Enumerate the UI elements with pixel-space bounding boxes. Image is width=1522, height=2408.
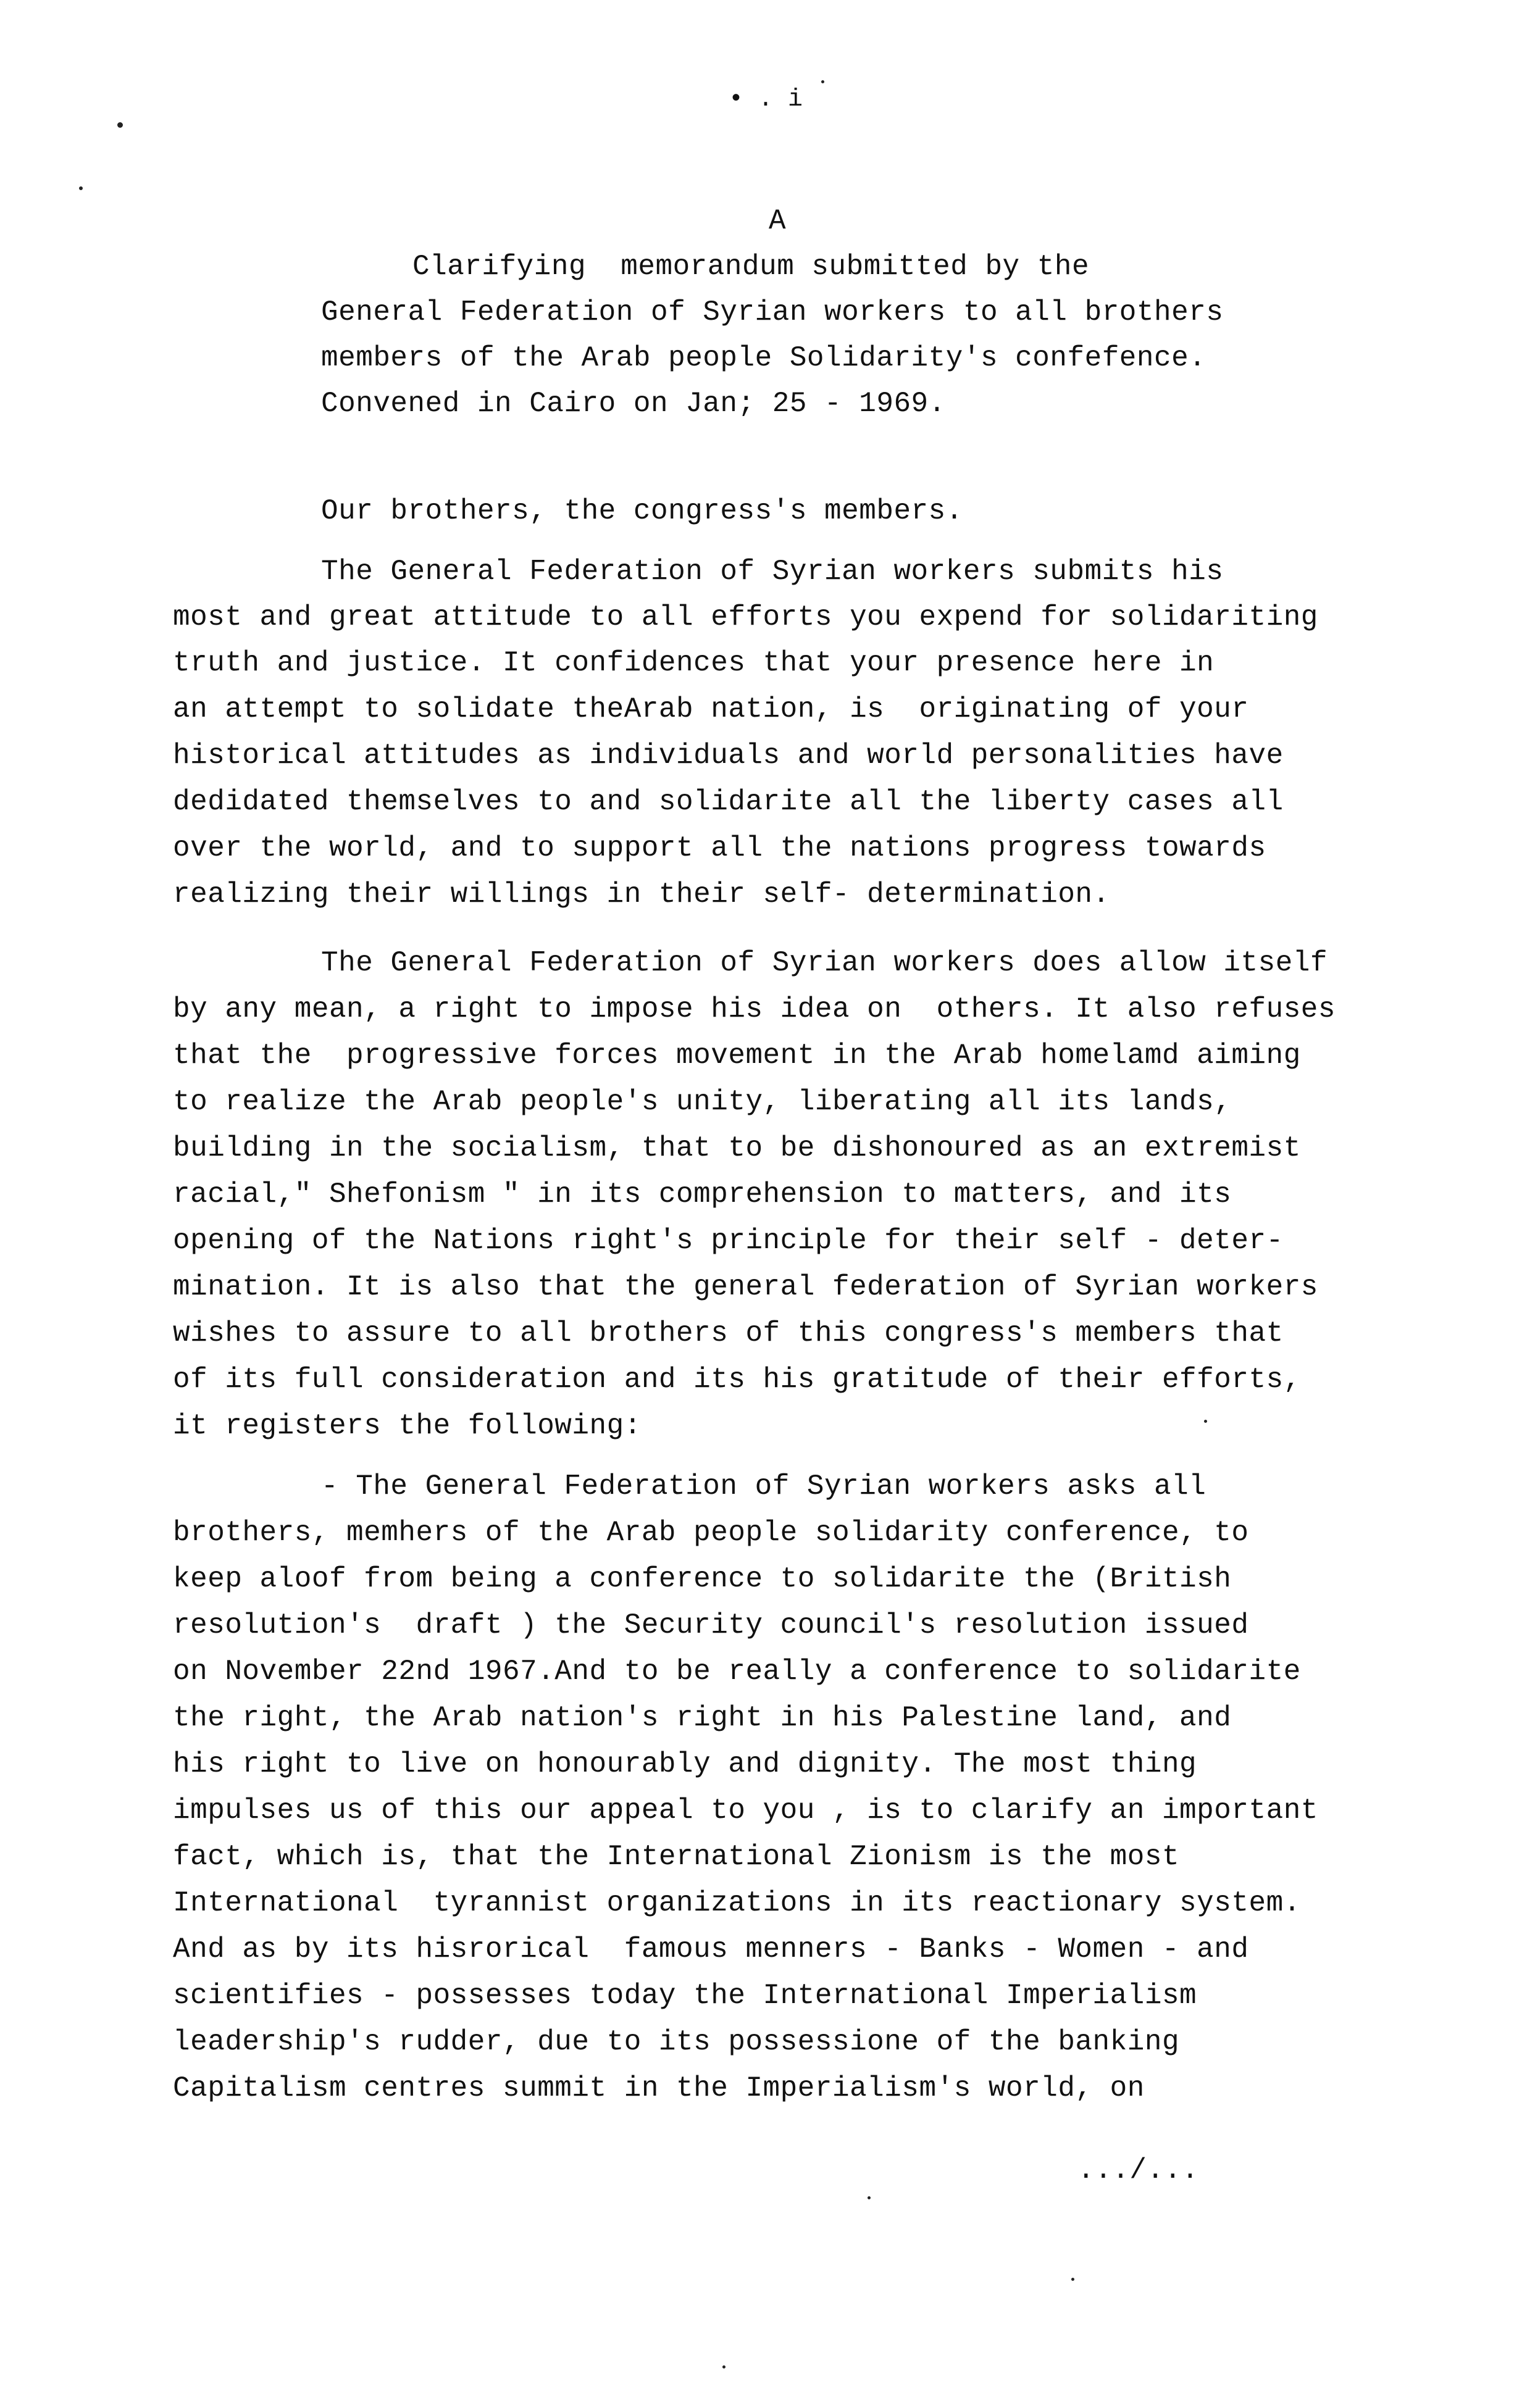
paragraph-2-line: opening of the Nations right's principle for their self - deter- bbox=[173, 1225, 1284, 1257]
paragraph-1-line: realizing their willings in their self- determination. bbox=[173, 878, 1110, 910]
paragraph-1-line: an attempt to solidate theArab nation, is originating of your bbox=[173, 693, 1249, 725]
paragraph-2-line: it registers the following: bbox=[173, 1410, 642, 1442]
paragraph-2-line: to realize the Arab people's unity, liberating all its lands, bbox=[173, 1086, 1232, 1118]
paragraph-1-line: most and great attitude to all efforts you expend for solidariting bbox=[173, 601, 1318, 633]
scan-speck bbox=[821, 80, 824, 83]
scan-speck bbox=[117, 122, 123, 128]
heading-letter: A bbox=[769, 205, 787, 237]
page-mark: • . i bbox=[729, 86, 803, 114]
scan-speck bbox=[79, 186, 83, 190]
paragraph-3-line: on November 22nd 1967.And to be really a conference to solidarite bbox=[173, 1656, 1301, 1688]
paragraph-1-line: The General Federation of Syrian workers submits his bbox=[321, 556, 1224, 588]
paragraph-2-line: of its full consideration and its his gratitude of their efforts, bbox=[173, 1364, 1301, 1396]
paragraph-3-line: And as by its hisrorical famous menners - Banks - Women - and bbox=[173, 1933, 1249, 1965]
paragraph-1-line: over the world, and to support all the nations progress towards bbox=[173, 832, 1266, 864]
scan-speck bbox=[1204, 1420, 1207, 1423]
paragraph-3-line: Capitalism centres summit in the Imperialism's world, on bbox=[173, 2072, 1145, 2104]
continuation-marker: .../... bbox=[1077, 2154, 1199, 2186]
scan-speck bbox=[868, 2196, 871, 2199]
heading-line: Convened in Cairo on Jan; 25 - 1969. bbox=[321, 388, 946, 420]
paragraph-3-line: resolution's draft ) the Security council's resolution issued bbox=[173, 1609, 1249, 1641]
paragraph-2-line: building in the socialism, that to be dishonoured as an extremist bbox=[173, 1132, 1301, 1164]
paragraph-3-line: - The General Federation of Syrian workers asks all bbox=[321, 1470, 1206, 1502]
scan-speck bbox=[1071, 2278, 1074, 2281]
paragraph-3-line: International tyrannist organizations in its reactionary system. bbox=[173, 1887, 1301, 1919]
paragraph-3-line: the right, the Arab nation's right in his Palestine land, and bbox=[173, 1702, 1232, 1734]
paragraph-3-line: leadership's rudder, due to its possessione of the banking bbox=[173, 2026, 1180, 2058]
scan-speck bbox=[722, 2365, 725, 2368]
paragraph-1-line: truth and justice. It confidences that your presence here in bbox=[173, 647, 1215, 679]
heading-line: Clarifying memorandum submitted by the bbox=[412, 251, 1090, 283]
paragraph-2-line: The General Federation of Syrian workers does allow itself bbox=[321, 947, 1328, 979]
paragraph-2-line: racial," Shefonism " in its comprehension to matters, and its bbox=[173, 1178, 1232, 1210]
heading-line: members of the Arab people Solidarity's confefence. bbox=[321, 342, 1206, 374]
paragraph-3-line: impulses us of this our appeal to you , is to clarify an important bbox=[173, 1794, 1318, 1827]
paragraph-2-line: by any mean, a right to impose his idea on others. It also refuses bbox=[173, 993, 1336, 1025]
paragraph-3-line: scientifies - possesses today the International Imperialism bbox=[173, 1980, 1197, 2012]
paragraph-3-line: fact, which is, that the International Zionism is the most bbox=[173, 1841, 1180, 1873]
paragraph-2-line: that the progressive forces movement in the Arab homelamd aiming bbox=[173, 1039, 1301, 1072]
paragraph-3-line: his right to live on honourably and dignity. The most thing bbox=[173, 1748, 1197, 1780]
paragraph-3-line: keep aloof from being a conference to solidarite the (British bbox=[173, 1563, 1232, 1595]
paragraph-1-line: historical attitudes as individuals and world personalities have bbox=[173, 739, 1284, 772]
paragraph-3-line: brothers, memhers of the Arab people solidarity conference, to bbox=[173, 1517, 1249, 1549]
paragraph-2-line: wishes to assure to all brothers of this congress's members that bbox=[173, 1317, 1284, 1349]
paragraph-1-line: dedidated themselves to and solidarite all the liberty cases all bbox=[173, 786, 1284, 818]
heading-line: General Federation of Syrian workers to all brothers bbox=[321, 296, 1224, 328]
salutation: Our brothers, the congress's members. bbox=[321, 495, 963, 527]
paragraph-2-line: mination. It is also that the general federation of Syrian workers bbox=[173, 1271, 1318, 1303]
